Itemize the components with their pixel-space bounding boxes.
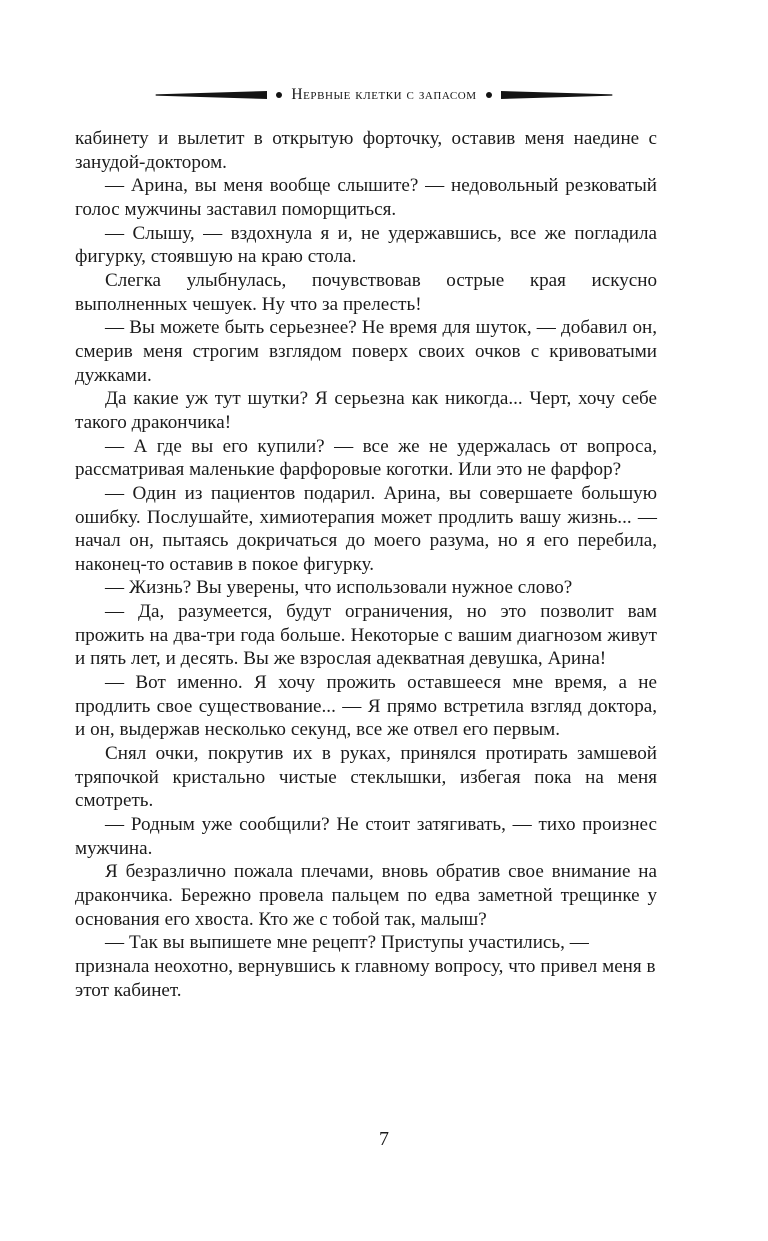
paragraph: — Так вы выпишете мне рецепт? Приступы участились, — признала неохотно, вернувшись к главному вопросу, что привел меня в этот кабинет. — [75, 932, 656, 1001]
ornament-bullet-left-icon — [276, 92, 282, 98]
running-head — [0, 82, 768, 108]
ornament-rule-left-icon — [154, 91, 267, 99]
ornament-bullet-right-icon — [486, 92, 492, 98]
running-head-title: Нервные клетки с запасом — [291, 86, 477, 104]
paragraph: — Арина, вы меня вообще слышите? — недовольный резковатый голос мужчины заставил поморщиться. — [75, 175, 657, 220]
ornament-rule-right-icon — [501, 91, 614, 99]
paragraph: — Родным уже сообщили? Не стоит затягивать, — тихо произнес мужчина. — [75, 814, 657, 859]
paragraph: Да какие уж тут шутки? Я серьезна как никогда... Черт, хочу себе такого дракончика! — [75, 388, 657, 433]
paragraph: — Жизнь? Вы уверены, что использовали нужное слово? — [105, 577, 573, 599]
paragraph: — Один из пациентов подарил. Арина, вы совершаете большую ошибку. Послушайте, химиотерапия может продлить вашу жизнь... — начал он, пытаясь докричаться до моего разума, но я его перебила, наконец-то оставив в покое фигурку. — [75, 482, 657, 575]
paragraph: — Вот именно. Я хочу прожить оставшееся мне время, а не продлить свое существование... — Я прямо встретила взгляд доктора, и он, выдержав несколько секунд, все же отвел его первым. — [75, 672, 657, 741]
paragraph: — Вы можете быть серьезнее? Не время для шуток, — добавил он, смерив меня строгим взглядом поверх своих очков с кривоватыми дужками. — [75, 317, 657, 386]
paragraph: Слегка улыбнулась, почувствовав острые края искусно выполненных чешуек. Ну что за прелесть! — [75, 269, 657, 315]
paragraph: Снял очки, покрутив их в руках, принялся протирать замшевой тряпочкой кристально чистые стеклышки, избегая пока на меня смотреть. — [75, 743, 657, 812]
paragraph: — Да, разумеется, будут ограничения, но это позволит вам прожить на два-три года больше. Некоторые с вашим диагнозом живут и пять лет, и десять. Вы же взрослая адекватная девушка, Арина! — [75, 601, 657, 670]
page-number: 7 — [379, 1128, 389, 1150]
paragraph: — А где вы его купили? — все же не удержалась от вопроса, рассматривая маленькие фарфоровые коготки. Или это не фарфор? — [75, 435, 657, 481]
paragraph: кабинету и вылетит в открытую форточку, оставив меня наедине с занудой-доктором. — [75, 128, 657, 173]
paragraph: Я безразлично пожала плечами, вновь обратив свое внимание на дракончика. Бережно провела пальцем по едва заметной трещинке у основания его хвоста. Кто же с тобой так, малыш? — [75, 861, 657, 930]
body-text — [75, 127, 657, 1002]
paragraph: — Слышу, — вздохнула я и, не удержавшись, все же погладила фигурку, стоявшую на краю стола. — [75, 222, 657, 268]
